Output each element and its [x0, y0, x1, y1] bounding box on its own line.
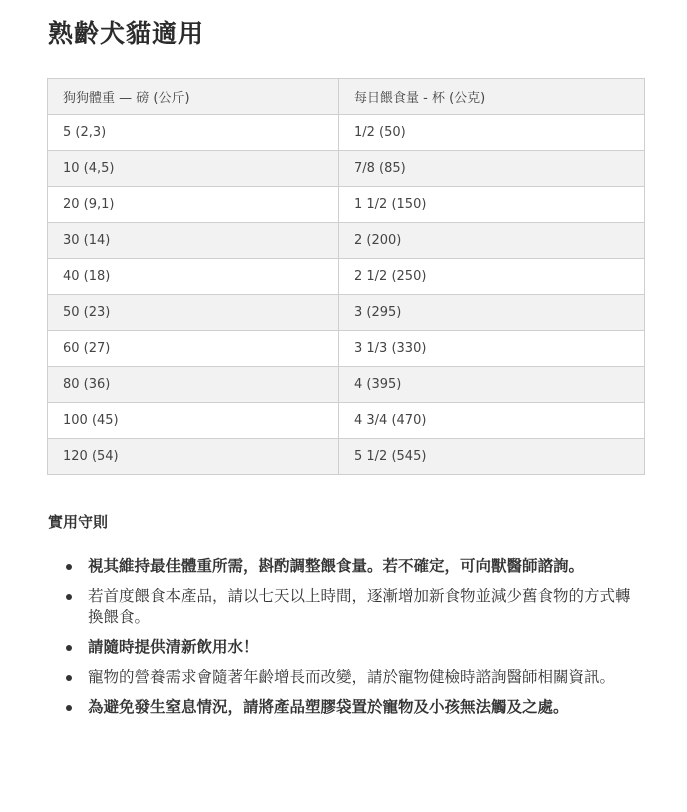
feeding-table — [47, 78, 645, 475]
cell-daily-amount: 1/2 (50) — [339, 115, 645, 151]
cell-weight: 50 (23) — [48, 295, 339, 331]
list-item — [0, 556, 687, 577]
column-header-weight: 狗狗體重 — 磅 (公斤) — [48, 79, 339, 115]
list-item — [0, 586, 687, 628]
table-row — [48, 223, 645, 259]
bullet-icon — [66, 594, 72, 600]
guideline-text: 視其維持最佳體重所需，斟酌調整餵食量。若不確定，可向獸醫師諮詢。 — [88, 557, 585, 575]
cell-weight: 30 (14) — [48, 223, 339, 259]
guideline-text: 若首度餵食本產品，請以七天以上時間，逐漸增加新食物並減少舊食物的方式轉換餵食。 — [88, 587, 631, 626]
cell-weight: 100 (45) — [48, 403, 339, 439]
table-row — [48, 367, 645, 403]
bullet-icon — [66, 705, 72, 711]
cell-daily-amount: 1 1/2 (150) — [339, 187, 645, 223]
table-row — [48, 295, 645, 331]
bullet-icon — [66, 564, 72, 570]
cell-daily-amount: 4 3/4 (470) — [339, 403, 645, 439]
table-row — [48, 151, 645, 187]
guidelines-title: 實用守則 — [48, 513, 109, 531]
cell-daily-amount: 5 1/2 (545) — [339, 439, 645, 475]
cell-daily-amount: 2 1/2 (250) — [339, 259, 645, 295]
cell-weight: 10 (4,5) — [48, 151, 339, 187]
table-row — [48, 259, 645, 295]
column-header-daily-amount: 每日餵食量 - 杯 (公克) — [339, 79, 645, 115]
cell-daily-amount: 2 (200) — [339, 223, 645, 259]
list-item — [0, 667, 687, 688]
cell-daily-amount: 4 (395) — [339, 367, 645, 403]
cell-weight: 80 (36) — [48, 367, 339, 403]
table-row — [48, 187, 645, 223]
table-row — [48, 439, 645, 475]
cell-weight: 5 (2,3) — [48, 115, 339, 151]
cell-weight: 20 (9,1) — [48, 187, 339, 223]
cell-weight: 40 (18) — [48, 259, 339, 295]
cell-daily-amount: 3 (295) — [339, 295, 645, 331]
guideline-text: 寵物的營養需求會隨著年齡增長而改變，請於寵物健檢時諮詢醫師相關資訊。 — [88, 668, 616, 686]
table-row — [48, 115, 645, 151]
bullet-icon — [66, 645, 72, 651]
cell-weight: 60 (27) — [48, 331, 339, 367]
guidelines-list — [0, 556, 687, 727]
cell-daily-amount: 3 1/3 (330) — [339, 331, 645, 367]
table-row — [48, 403, 645, 439]
cell-weight: 120 (54) — [48, 439, 339, 475]
list-item — [0, 697, 687, 718]
page-title: 熟齡犬貓適用 — [48, 19, 205, 48]
guideline-text: 請隨時提供清新飲用水！ — [88, 638, 259, 656]
cell-daily-amount: 7/8 (85) — [339, 151, 645, 187]
bullet-icon — [66, 675, 72, 681]
table-row — [48, 331, 645, 367]
table-header-row — [48, 79, 645, 115]
list-item — [0, 637, 687, 658]
guideline-text: 為避免發生窒息情況，請將產品塑膠袋置於寵物及小孩無法觸及之處。 — [88, 698, 569, 716]
